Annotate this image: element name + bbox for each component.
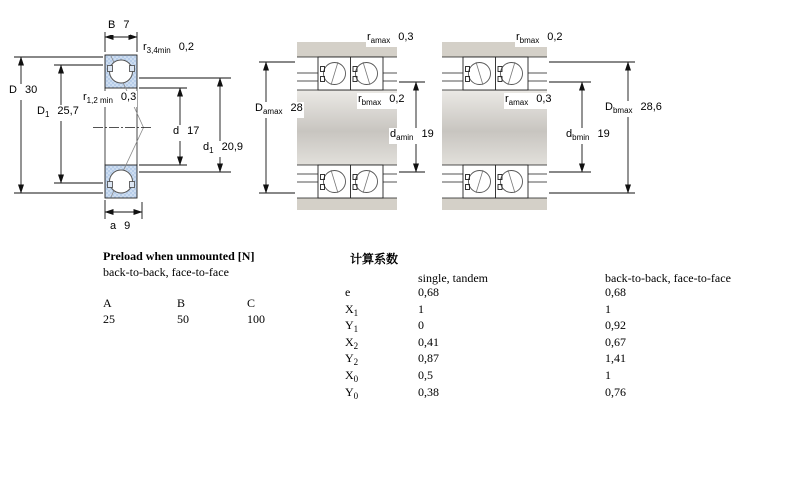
preload-header-a: A [103, 296, 112, 310]
dim-label-dbmin: $d_{bmin}$ 19 [566, 128, 610, 142]
preload-header-row [103, 296, 255, 311]
factor-row: $Y_1$ 0 0,92 [345, 318, 626, 335]
bearing-pair-bottom [318, 165, 383, 198]
factor-row: e 0,68 0,68 [345, 285, 626, 299]
face-to-face-drawing [442, 42, 635, 210]
dim-label-d: d 17 [172, 125, 200, 141]
preload-title: Preload when unmounted [N] [103, 249, 255, 263]
factors-title: 计算系数 [350, 252, 399, 266]
back-to-back-drawing [259, 42, 425, 210]
dim-label-B: B 7 [107, 19, 130, 35]
dim-label-Dbmax: $D_{bmax}$ 28,6 [605, 101, 662, 115]
preload-value-a: 25 [103, 312, 115, 326]
dim-label-r34min: $r_{3,4min}$ 0,2 [143, 41, 194, 55]
bearing-pair-top [318, 57, 383, 90]
factors-col2-header: back-to-back, face-to-face [605, 271, 731, 285]
factor-row: $X_1$ 1 1 [345, 301, 611, 318]
preload-header-c: C [247, 296, 256, 310]
dim-label-rbmax-df: $r_{bmax}$ 0,2 [516, 31, 563, 45]
factor-row: $Y_0$ 0,38 0,76 [345, 384, 626, 401]
dim-label-r12min: $r_{1,2 min}$ 0,3 [83, 91, 137, 105]
dim-label-ramax-df: $r_{amax}$ 0,3 [505, 93, 552, 107]
preload-value-row [103, 312, 265, 327]
bearing-pair-top [463, 57, 528, 90]
factors-col1-header: single, tandem [418, 271, 488, 285]
housing-bottom [442, 198, 547, 210]
factors-table [345, 284, 626, 400]
dim-label-ramax-db: $r_{amax}$ 0,3 [367, 31, 414, 45]
factor-row: $X_2$ 0,41 0,67 [345, 334, 626, 351]
preload-subtitle: back-to-back, face-to-face [103, 265, 229, 279]
dim-label-D1: $D_1$ 25,7 [37, 105, 79, 119]
housing-bottom [297, 198, 397, 210]
preload-value-b: 50 [177, 312, 189, 326]
ball [110, 170, 133, 193]
dim-label-Damax: $D_{amax}$ 28 [255, 102, 303, 116]
factor-row: $Y_2$ 0,87 1,41 [345, 351, 626, 368]
preload-value-c: 100 [247, 312, 265, 326]
bearing-pair-bottom [463, 165, 528, 198]
factor-row: $X_0$ 0,5 1 [345, 367, 611, 384]
dim-label-damin: $d_{amin}$ 19 [390, 128, 434, 142]
bearing-section [93, 55, 153, 198]
preload-header-b: B [177, 296, 186, 310]
dim-label-D: D 30 [8, 84, 38, 100]
dim-label-rbmax-db: $r_{bmax}$ 0,2 [358, 93, 405, 107]
dim-label-d1: $d_1$ 20,9 [203, 141, 243, 155]
ball [110, 60, 133, 83]
dim-label-a: a 9 [109, 220, 131, 236]
